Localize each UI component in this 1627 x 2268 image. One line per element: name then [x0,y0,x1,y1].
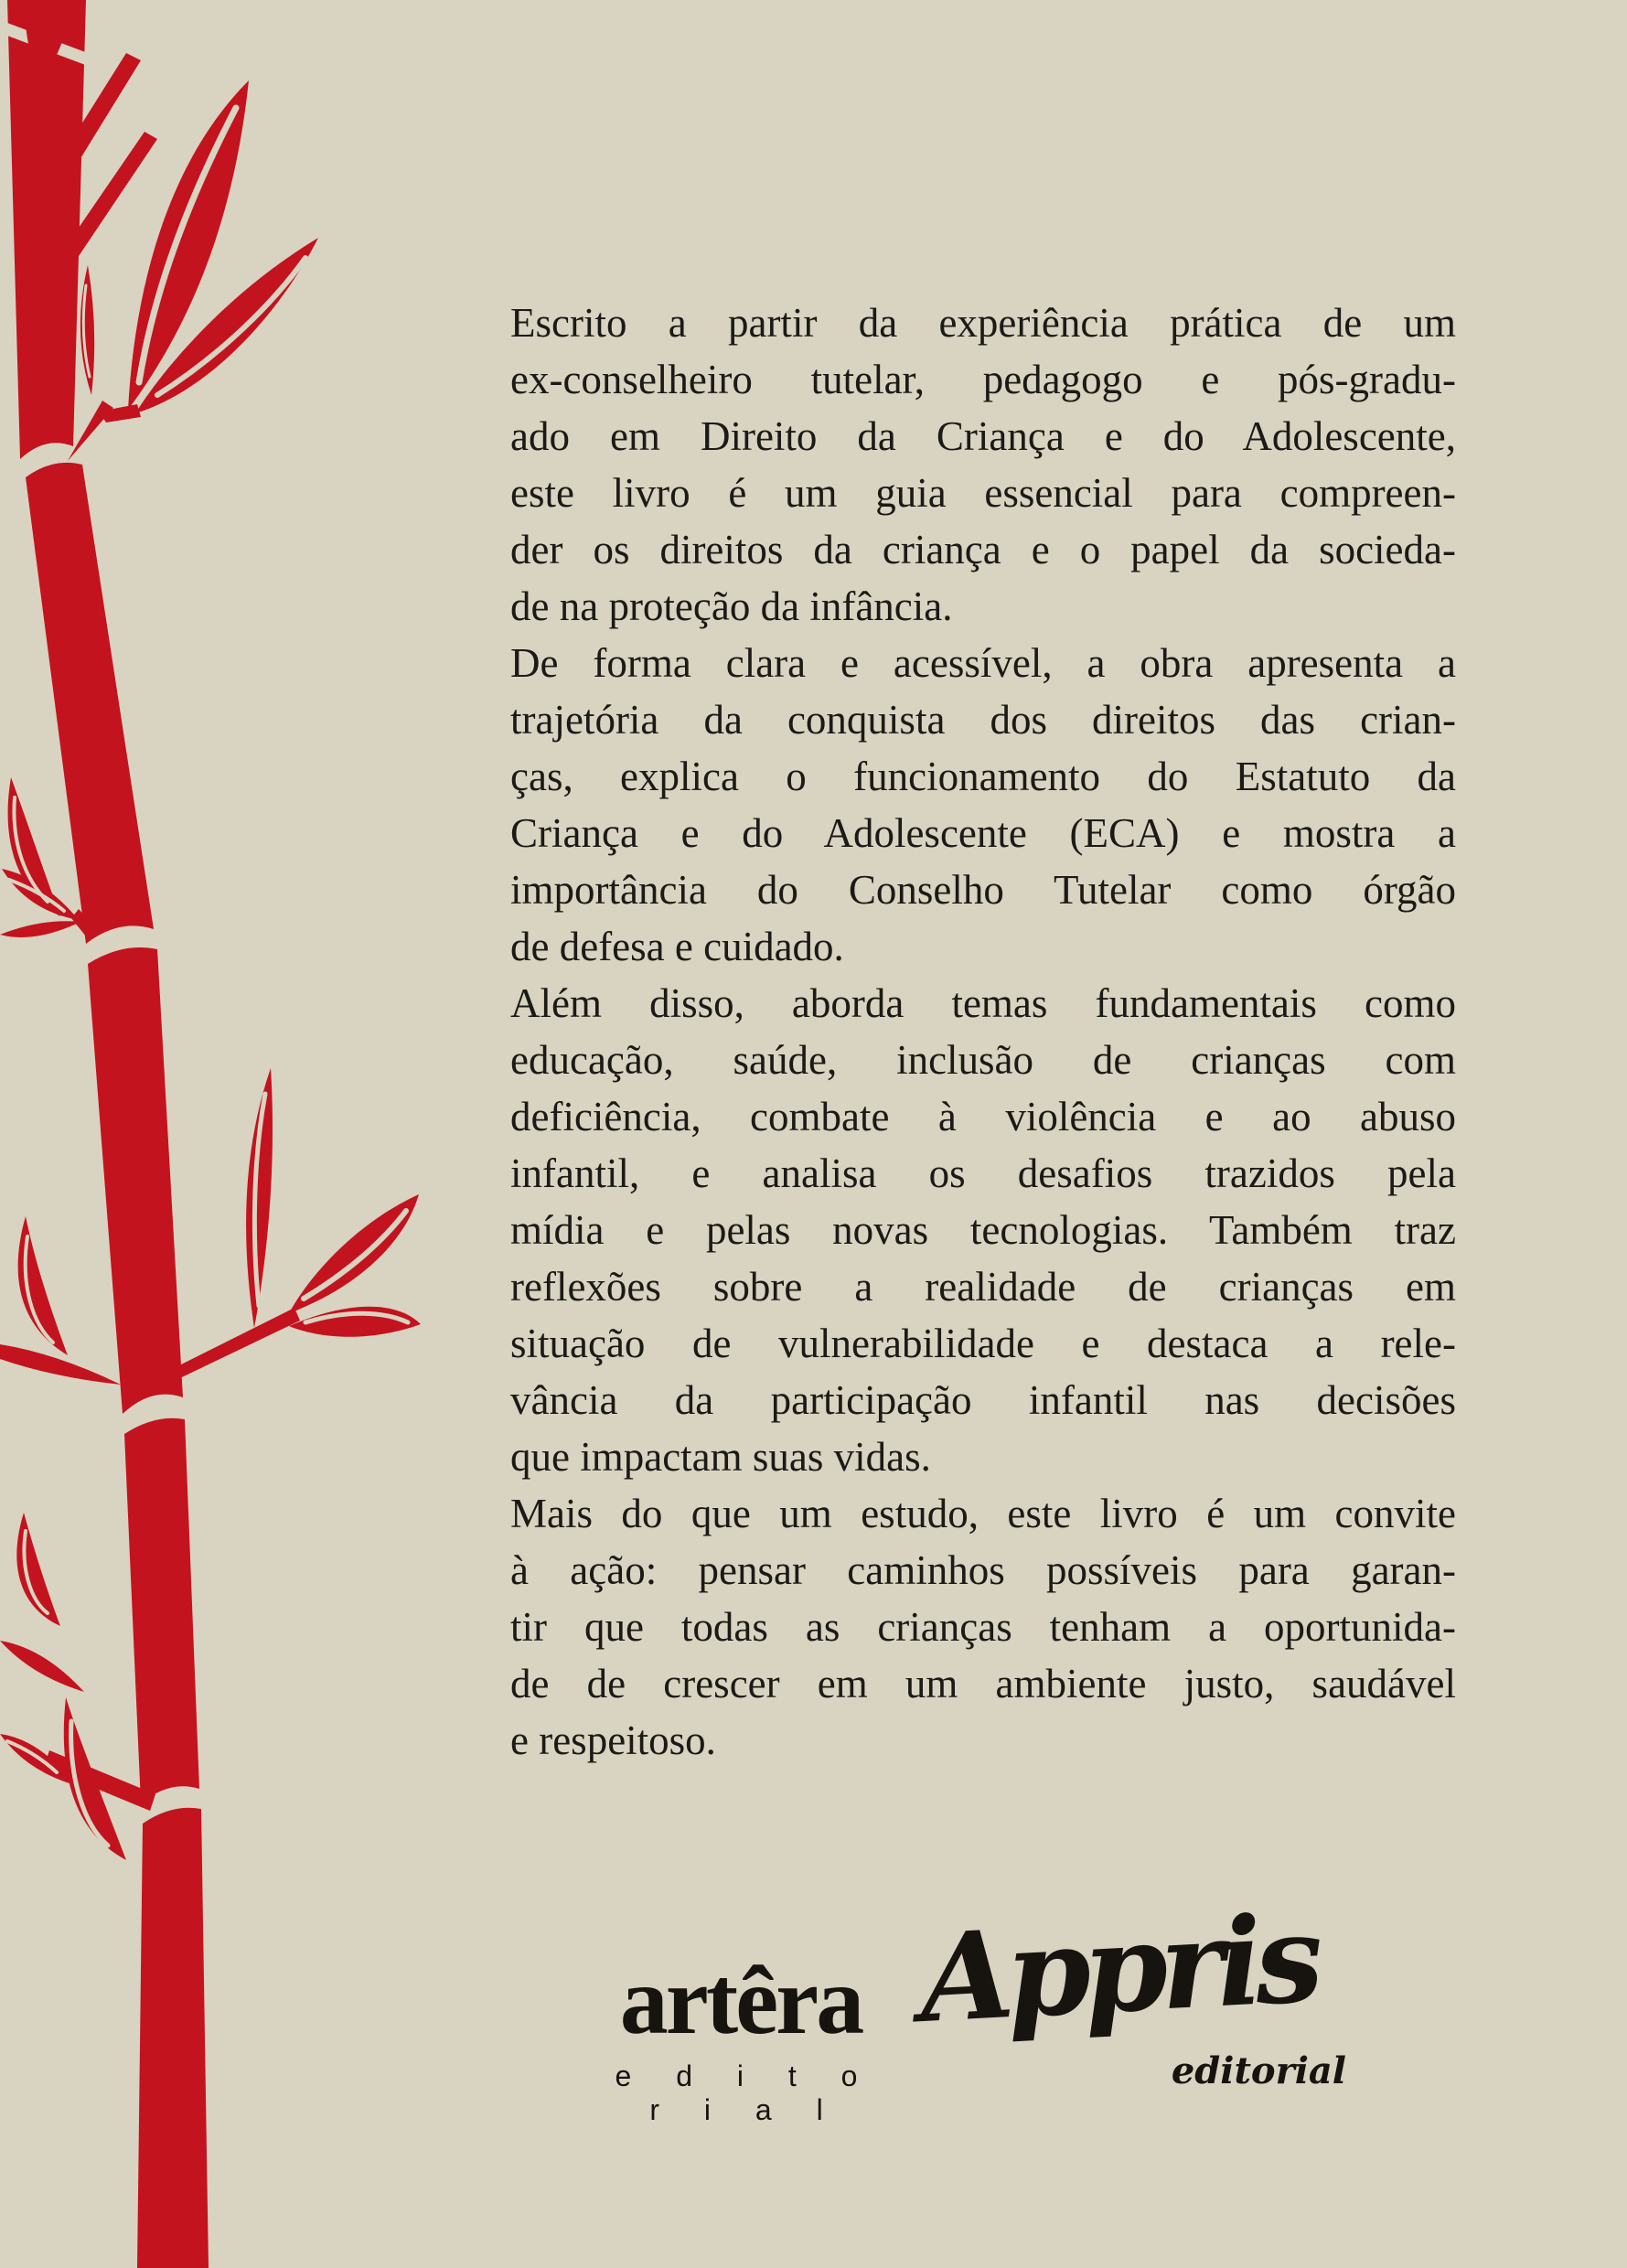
body-line-23: à ação: pensar caminhos possíveis para garan- [510,1547,1456,1593]
body-line-25: de de crescer em um ambiente justo, saudável [510,1661,1456,1706]
bamboo-stalk-segment [26,463,154,944]
bamboo-leaf [0,921,80,937]
body-line-15: deficiência, combate à violência e ao abuso [510,1094,1456,1139]
body-line-16: infantil, e analisa os desafios trazidos pela [510,1150,1456,1196]
body-line-10: Criança e do Adolescente (ECA) e mostra a [510,810,1456,856]
body-line-4: este livro é um guia essencial para compreen- [510,470,1456,516]
bamboo-stalk-segment [137,1808,209,2268]
appris-logo [915,1888,1363,2103]
artera-wordmark: artêra [619,1947,862,2054]
body-line-19: situação de vulnerabilidade e destaca a rele- [510,1321,1456,1366]
body-text [510,294,1456,1769]
body-line-8: trajetória da conquista dos direitos das crian- [510,697,1456,743]
body-line-9: ças, explica o funcionamento do Estatuto da [510,754,1456,799]
bamboo-leaf [0,1641,84,1692]
bamboo-stalk-segment [88,947,183,1414]
body-line-1: Escrito a partir da experiência prática de um [510,300,1456,346]
artera-logo [590,1946,892,2127]
body-line-5: der os direitos da criança e o papel da socieda- [510,527,1456,572]
appris-wordmark: Appris [915,1888,1320,2050]
body-line-3: ado em Direito da Criança e do Adolescente, [510,413,1456,459]
body-line-14: educação, saúde, inclusão de crianças com [510,1037,1456,1083]
body-line-12: de defesa e cuidado. [510,924,844,969]
body-line-13: Além disso, aborda temas fundamentais como [510,980,1456,1026]
bamboo-branch [163,1308,300,1386]
body-line-7: De forma clara e acessível, a obra apresenta a [510,640,1456,686]
body-line-2: ex-conselheiro tutelar, pedagogo e pós-gradu- [510,357,1456,402]
bamboo-stalk-segment [124,1418,199,1803]
body-line-26: e respeitoso. [510,1717,716,1763]
body-line-21: que impactam suas vidas. [510,1434,931,1480]
body-line-24: tir que todas as crianças tenham a oportunida- [510,1604,1456,1650]
body-line-17: mídia e pelas novas tecnologias. Também traz [510,1207,1456,1253]
body-line-18: reflexões sobre a realidade de crianças em [510,1264,1456,1310]
appris-subtitle: editorial [1171,2049,1346,2092]
body-line-6: de na proteção da infância. [510,583,953,629]
artera-subtitle: e d i t o r i a l [615,2059,876,2126]
bamboo-leaf [16,1513,60,1626]
bamboo-branch [68,401,113,461]
body-line-22: Mais do que um estudo, este livro é um convite [510,1491,1456,1536]
body-line-20: vância da participação infantil nas decisões [510,1377,1456,1423]
body-line-11: importância do Conselho Tutelar como órgão [510,867,1456,913]
